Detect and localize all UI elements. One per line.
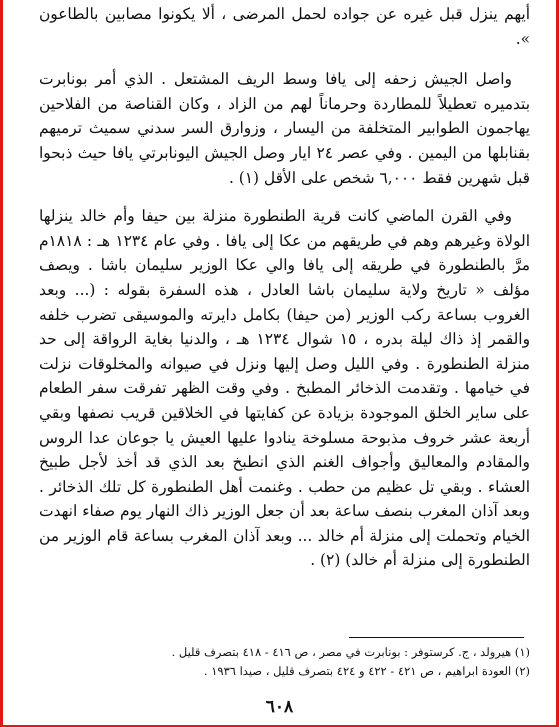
page-number: ٦٠٨	[265, 697, 294, 717]
footnotes	[123, 643, 530, 681]
footnote-2: (٢) العودة ابراهيم ، ص ٤٢١ - ٤٢٢ و ٤٢٤ بتصرف قليل ، صيدا ١٩٣٦ .	[203, 664, 530, 678]
footnote-divider	[349, 637, 524, 638]
paragraph-2: واصل الجيش زحفه إلى يافا وسط الريف المشتعل . الذي أمر بونابرت بتدميره تعطيلاً للمطاردة وحرماناً لهم من الزاد ، وكان القناصة من الفلاحين يهاجمون الطوابير المتخلفة من اليسار ، وزوارق السر سدني سميث ترميهم بقنابلها من اليمين . وفي عصر ٢٤ ايار وصل الجيش اليونابرتي يافا حيث ذبحوا قبل شهرين فقط ٦,٠٠٠ شخص على الأقل (١) .	[39, 70, 531, 187]
footnote-1: (١) هيرولد ، ج. كرستوفر : بونابرت في مصر ، ص ٤١٦ - ٤١٨ بتصرف قليل .	[171, 645, 530, 659]
paragraph-1: أيهم ينزل قبل غيره عن جواده لحمل المرضى ، ألا يكونوا مصابين بالطاعون ».	[39, 5, 530, 48]
body-text	[39, 2, 530, 573]
paragraph-3: وفي القرن الماضي كانت قرية الطنطورة منزلة بين حيفا وأم خالد ينزلها الولاة وغيرهم وهم في طريقهم من عكا إلى يافا . وفي عام ١٢٣٤ هـ : ١٨١٨م مرَّ بالطنطورة في طريقه إلى يافا والي عكا الوزير سليمان باشا . ويصف مؤلف « تاريخ ولاية سليمان باشا العادل ، هذه السفرة بقوله : (... وبعد الغروب بساعة ركب الوزير (من حيفا) بكامل دايرته والموسيقى تضرب خلفه والقمر إذ ذاك ليلة بدره ، ١٥ شوال ١٢٣٤ هـ ، والدنيا بغاية الرواقة إلى حد منزلة الطنطورة . وفي الليل وصل إليها ونزل في صيوانه والمخلوقات نزلت في خيامها . وتقدمت الذخائر المطبخ . وفي وقت الظهر تفرقت سفر الطعام على ساير الخلق الموجودة بزيادة عن كفايتها في الخلاقين قريب نصفها وبقي أربعة عشر خروف مذبوحة مسلوخة ينادوا عليها العيش يا جوعان عدا الروس والمقادم والمعاليق وأجواف الغنم الذي انطبخ بعد الذي قد أخذ لأجل طبيخ العشاء . وبقي تل عظيم من حطب . وغنمت أهل الطنطورة كل تلك الذخائر . وبعد آذان المغرب بنصف ساعة بعد أن جعل الوزير ذاك النهار يوم صفاء انهدت الخيام وتحملت إلى منزلة أم خالد ... وبعد آذان المغرب بساعة قام الوزير من الطنطورة إلى منزلة أم خالد) (٢) .	[39, 207, 531, 570]
